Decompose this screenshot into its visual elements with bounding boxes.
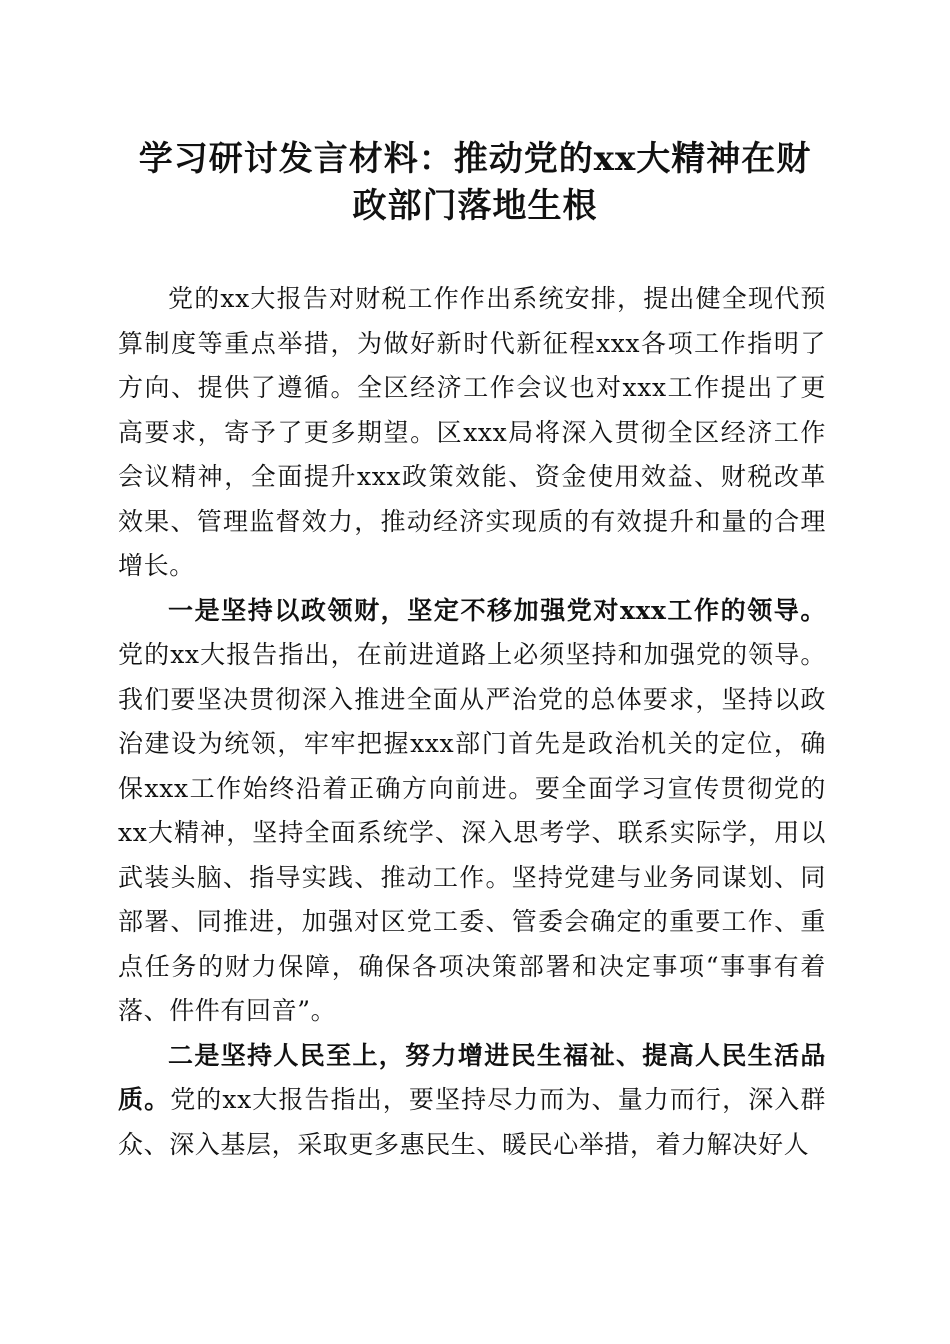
paragraph-point-one-text: 党的xx大报告指出，在前进道路上必须坚持和加强党的领导。我们要坚决贯彻深入推进全面从严治党的总体要求，坚持以政治建设为统领，牢牢把握xxx部门首先是政治机关的定位，确保xxx工作始终沿着正确方向前进。要全面学习宣传贯彻党的xx大精神，坚持全面系统学、深入思考学、联系实际学，用以武装头脑、指导实践、推动工作。坚持党建与业务同谋划、同部署、同推进，加强对区党工委、管委会确定的重要工作、重点任务的财力保障，确保各项决策部署和决定事项“事事有着落、件件有回音”。 <box>118 640 826 1025</box>
paragraph-point-two <box>118 1034 826 1168</box>
title-line-2: 政部门落地生根 <box>352 186 598 226</box>
document-title <box>100 136 850 230</box>
paragraph-intro <box>118 277 826 589</box>
paragraph-intro-text: 党的xx大报告对财税工作作出系统安排，提出健全现代预算制度等重点举措，为做好新时代新征程xxx各项工作指明了方向、提供了遵循。全区经济工作会议也对xxx工作提出了更高要求，寄予了更多期望。区xxx局将深入贯彻全区经济工作会议精神，全面提升xxx政策效能、资金使用效益、财税改革效果、管理监督效力，推动经济实现质的有效提升和量的合理增长。 <box>118 284 826 580</box>
paragraph-point-two-text: 党的xx大报告指出，要坚持尽力而为、量力而行，深入群众、深入基层，采取更多惠民生、暖民心举措，着力解决好人 <box>118 1085 826 1159</box>
paragraph-point-two-lead: 二是坚持人民至上，努力增进民生福祉、提高人民生活品质。 <box>118 1040 826 1114</box>
title-line-1: 学习研讨发言材料：推动党的xx大精神在财 <box>138 139 812 179</box>
document-body <box>118 277 826 1167</box>
paragraph-point-one <box>118 589 826 1034</box>
paragraph-point-one-lead: 一是坚持以政领财，坚定不移加强党对xxx工作的领导。 <box>168 595 826 625</box>
